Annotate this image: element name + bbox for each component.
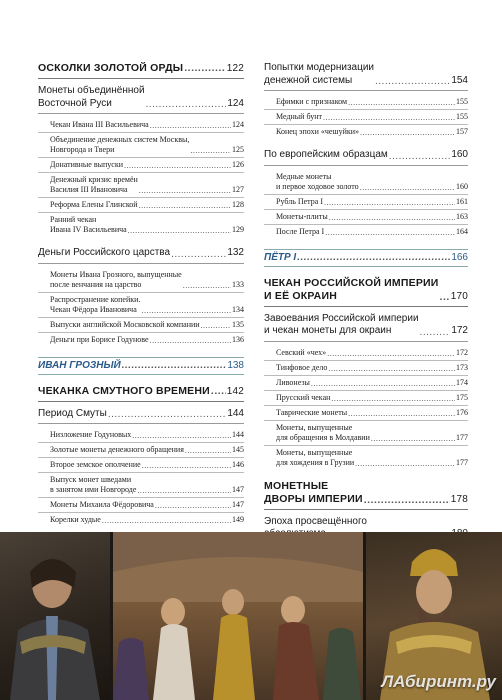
toc-heading-empire[interactable] (264, 277, 468, 307)
page-number: 175 (456, 392, 468, 402)
page-number: 172 (456, 347, 468, 357)
toc-entry[interactable] (38, 173, 244, 198)
entry-title: Монеты Михаила Фёдоровича (50, 500, 154, 509)
portrait-drawing (0, 532, 110, 700)
toc-entry[interactable] (38, 198, 244, 213)
page-number: 138 (227, 359, 244, 371)
dot-leader (150, 122, 231, 130)
entry-title: Корелки худые (50, 515, 101, 524)
section-heading[interactable] (38, 247, 244, 264)
page-number: 126 (232, 160, 244, 169)
page-number: 124 (227, 97, 244, 109)
dot-leader (360, 184, 455, 192)
portrait-peter-image (0, 532, 110, 700)
page-number: 134 (232, 304, 244, 314)
entry-title: Медный бунт (276, 112, 323, 121)
entry-title: Конец эпохи «чешуйки» (276, 127, 360, 136)
toc-heading-smuta[interactable] (38, 385, 244, 402)
ruler-title: ПЁТР I (264, 251, 297, 263)
heading-title: ЧЕКАН РОССИЙСКОЙ ИМПЕРИИ И ЕЁ ОКРАИН (264, 276, 439, 302)
section-heading[interactable] (264, 313, 468, 342)
painting-drawing (113, 532, 363, 700)
page-number: 166 (451, 251, 468, 263)
page-number: 146 (232, 460, 244, 469)
page-number: 136 (232, 334, 244, 344)
entry-title: Выпуск монет шведами в занятом ими Новгороде (50, 475, 137, 494)
dot-leader (185, 447, 231, 455)
page-number: 145 (232, 445, 244, 454)
entry-title: Таврические монеты (276, 407, 348, 417)
toc-entry[interactable] (38, 513, 244, 527)
dot-leader (420, 328, 451, 338)
page-number: 155 (456, 112, 468, 121)
toc-section-modern (264, 62, 468, 139)
page-number: 163 (456, 211, 468, 221)
dot-leader (329, 214, 455, 222)
section-title: По европейским образцам (264, 149, 388, 160)
page-number: 128 (232, 200, 244, 209)
entry-title: Деньги при Борисе Годунове (50, 334, 149, 344)
toc-entry[interactable] (38, 318, 244, 333)
section-title: Деньги Российского царства (38, 247, 171, 258)
toc-entry[interactable] (264, 125, 468, 139)
page-number: 155 (456, 97, 468, 106)
toc-entry[interactable] (264, 376, 468, 391)
toc-heading-mints[interactable] (264, 480, 468, 510)
dot-leader (311, 380, 455, 388)
toc-entry[interactable] (38, 458, 244, 473)
section-title: Период Смуты (38, 407, 107, 419)
entry-title: Выпуски английской Московской компании (50, 319, 200, 329)
entry-title: Второе земское ополчение (50, 460, 141, 469)
entry-title: После Петра I (276, 226, 325, 236)
entry-title: Прусский чекан (276, 392, 331, 402)
toc-entry[interactable] (38, 428, 244, 443)
dot-leader (141, 307, 231, 315)
toc-entry[interactable] (264, 361, 468, 376)
dot-leader (128, 227, 231, 235)
entry-title: Рубль Петра I (276, 196, 323, 206)
entry-title: Низложение Годуновых (50, 430, 132, 439)
heading-title: МОНЕТНЫЕ ДВОРЫ ИМПЕРИИ (264, 479, 363, 505)
page-number: 129 (232, 225, 244, 234)
toc-entry[interactable] (264, 170, 468, 195)
entry-title: Медные монеты и первое ходовое золото (276, 171, 359, 191)
toc-entry[interactable] (264, 210, 468, 225)
toc-entry[interactable] (264, 406, 468, 421)
page-number: 161 (456, 196, 468, 206)
dot-leader (331, 395, 455, 403)
toc-section-smuta (38, 408, 244, 528)
page-number: 135 (232, 319, 244, 329)
entry-title: Ефимки с признаком (276, 97, 348, 106)
page-number: 144 (232, 430, 244, 439)
section-title: Монеты объединённой Восточной Руси (38, 85, 145, 109)
dot-leader (325, 229, 455, 237)
section-heading[interactable] (264, 62, 468, 91)
entry-title: Донативные выпуски (50, 160, 123, 169)
page-number: 132 (227, 247, 244, 258)
section-title: Завоевания Российской империи и чекан монеты для окраин (264, 312, 419, 336)
toc-section-conquests (264, 313, 468, 470)
dot-leader (139, 187, 231, 195)
page-number: 147 (232, 500, 244, 509)
entry-title: Тинфовое дело (276, 362, 328, 372)
page-number: 142 (226, 385, 244, 397)
dot-leader (355, 460, 455, 468)
toc-section-east-rus (38, 85, 244, 237)
dot-leader (364, 495, 450, 506)
page-number: 178 (450, 493, 468, 505)
ruler-title: ИВАН ГРОЗНЫЙ (38, 359, 121, 371)
page-number: 174 (456, 377, 468, 387)
dot-leader (328, 365, 455, 373)
toc-entry[interactable] (38, 333, 244, 347)
entry-title: Ливонезы (276, 377, 310, 387)
entry-title: Севский «чех» (276, 347, 327, 357)
page-number: 124 (232, 120, 244, 129)
page-number: 157 (456, 127, 468, 136)
page-number: 133 (232, 279, 244, 289)
dot-leader (440, 292, 450, 303)
dot-leader (348, 99, 455, 107)
section-title: Эпоха просвещённого (264, 515, 367, 527)
dot-leader (150, 337, 231, 345)
toc-entry[interactable] (38, 118, 244, 133)
toc-heading-orda[interactable] (38, 62, 244, 79)
dot-leader (360, 129, 455, 137)
dot-leader (371, 435, 455, 443)
entry-title: Объединение денежных систем Москвы, Новгорода и Твери (50, 135, 190, 154)
page-number: 170 (450, 290, 468, 302)
entry-title: Монеты, выпущенные для обращения в Молдавии (276, 422, 370, 442)
dot-leader (190, 147, 231, 155)
toc-entry[interactable] (38, 498, 244, 513)
page-number: 154 (451, 74, 468, 86)
section-heading[interactable] (38, 85, 244, 114)
section-title: Попытки модернизации денежной системы (264, 62, 374, 86)
dot-leader (122, 359, 227, 373)
toc-entry[interactable] (38, 213, 244, 237)
page-number: 164 (456, 226, 468, 236)
dot-leader (348, 410, 455, 418)
toc-entry[interactable] (264, 421, 468, 446)
page-number: 160 (456, 181, 468, 191)
toc-entry[interactable] (264, 195, 468, 210)
toc-ruler-ivan[interactable] (38, 357, 244, 375)
toc-entry[interactable] (38, 133, 244, 158)
toc-entry[interactable] (264, 391, 468, 406)
dot-leader (297, 251, 450, 265)
page-number: 160 (451, 149, 468, 160)
page-number: 177 (456, 457, 468, 467)
page-number: 177 (456, 432, 468, 442)
entry-title: Золотые монеты денежного обращения (50, 445, 184, 454)
toc-section-european (264, 149, 468, 239)
entry-title: Чекан Ивана III Васильевича (50, 120, 149, 129)
page-number: 144 (227, 407, 244, 419)
dot-leader (137, 487, 231, 495)
toc-left-column (38, 62, 244, 565)
toc-entry[interactable] (264, 446, 468, 470)
entry-title: Монеты-плиты (276, 211, 328, 221)
page-number: 147 (232, 485, 244, 494)
dot-leader (102, 517, 231, 525)
page-number: 173 (456, 362, 468, 372)
toc-ruler-peter[interactable] (264, 249, 468, 267)
section-heading[interactable] (264, 149, 468, 166)
illustration-strip (0, 532, 502, 700)
dot-leader (146, 100, 227, 110)
toc-right-column (264, 62, 468, 549)
page-number: 149 (232, 515, 244, 524)
dot-leader (183, 282, 231, 290)
dot-leader (389, 152, 451, 162)
dot-leader (108, 410, 226, 420)
dot-leader (184, 62, 225, 75)
toc-entry[interactable] (38, 158, 244, 173)
toc-entry[interactable] (264, 346, 468, 361)
dot-leader (327, 350, 455, 358)
page-number: 176 (456, 407, 468, 417)
heading-title: ЧЕКАНКА СМУТНОГО ВРЕМЕНИ (38, 384, 210, 397)
toc-entry[interactable] (264, 110, 468, 125)
toc-entry[interactable] (38, 293, 244, 318)
toc-entry[interactable] (38, 473, 244, 498)
dot-leader (132, 432, 231, 440)
ceremony-painting-image (113, 532, 363, 700)
dot-leader (201, 322, 231, 330)
dot-leader (375, 77, 450, 87)
toc-section-tsardom (38, 247, 244, 347)
entry-title: Ранний чекан Ивана IV Васильевича (50, 215, 127, 234)
entry-title: Монеты Ивана Грозного, выпущенные после венчания на царство (50, 269, 182, 289)
toc-entry[interactable] (38, 268, 244, 293)
dot-leader (155, 502, 231, 510)
toc-entry[interactable] (264, 225, 468, 239)
dot-leader (323, 114, 455, 122)
dot-leader (139, 202, 231, 210)
page-number: 125 (232, 145, 244, 154)
watermark-logo: ЛАбиринт.ру (381, 672, 496, 691)
entry-title: Монеты, выпущенные для хождения в Грузии (276, 447, 355, 467)
dot-leader (124, 162, 231, 170)
entry-title: Реформа Елены Глинской (50, 200, 138, 209)
page-number: 127 (232, 185, 244, 194)
dot-leader (211, 385, 226, 398)
dot-leader (171, 250, 226, 260)
toc-entry[interactable] (38, 443, 244, 458)
section-heading[interactable] (38, 408, 244, 425)
dot-leader (142, 462, 231, 470)
entry-title: Распространение копейки. Чекан Фёдора Ивановича (50, 294, 141, 314)
page-number: 172 (451, 325, 468, 336)
dot-leader (324, 199, 455, 207)
entry-title: Денежный кризис времён Василия III Ивановича (50, 175, 138, 194)
heading-title: ОСКОЛКИ ЗОЛОТОЙ ОРДЫ (38, 62, 184, 74)
toc-entry[interactable] (264, 95, 468, 110)
portrait-tsar-image (366, 532, 502, 700)
page-number: 122 (226, 63, 244, 74)
